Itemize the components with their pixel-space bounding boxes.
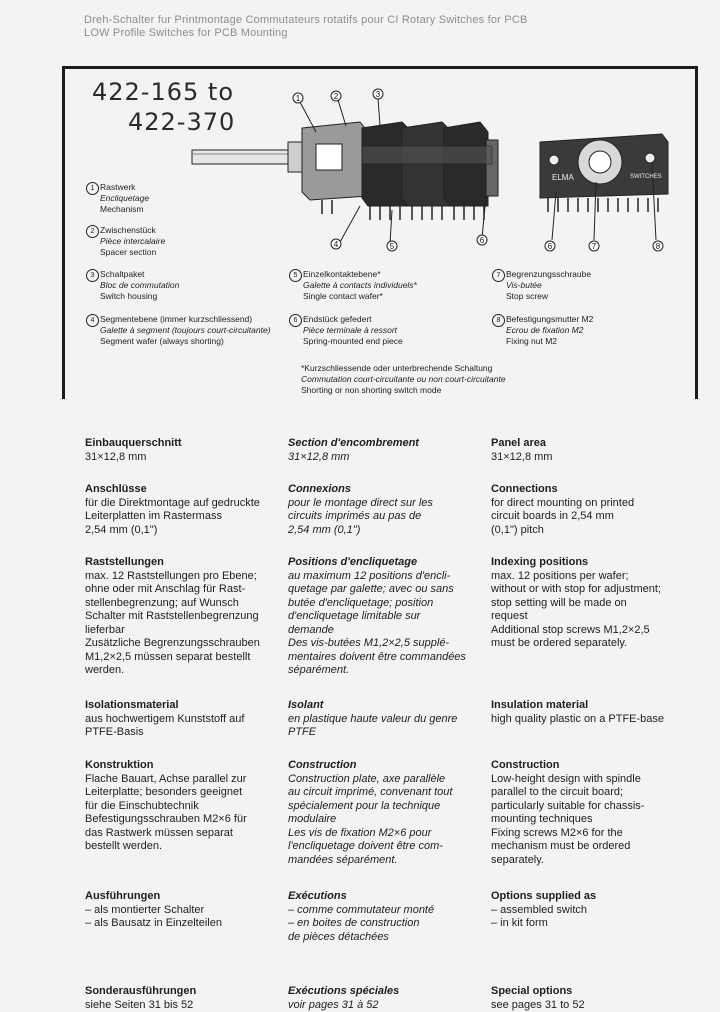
text-line: 1 [86,182,99,195]
text-line: mandées séparément. [288,853,398,866]
text-line: – als montierter Schalter [85,903,205,916]
text-line: modulaire [288,813,337,825]
spec-heading: Construction [288,759,357,771]
text-line: Spring-mounted end piece [303,336,403,346]
text-line: siehe Seiten 31 bis 52 [85,998,194,1011]
spec-section [288,985,486,1012]
text-line: bestellt werden. [85,840,163,852]
spec-heading: Isolationsmaterial [85,699,179,711]
text-line: Begrenzungsschraube [506,269,592,279]
spec-heading: Anschlüsse [85,483,147,495]
spec-section [491,985,689,1012]
text-line: circuit boards in 2,54 mm [491,510,614,522]
text-line: Endstück gefedert [303,314,372,324]
text-line: lieferbar [85,623,125,636]
text-line: separately. [491,853,544,866]
text-line: Construction plate, axe parallèle [288,772,446,785]
handwritten-note-1: 422-165 to [92,78,234,106]
text-line: 8 [492,314,505,327]
text-line: Bloc de commutation [100,280,180,290]
text-line: circuits imprimés au pas de [288,510,422,522]
spec-section [288,759,486,867]
text-line [303,269,503,302]
text-line: – als Bausatz in Einzelteilen [85,917,222,929]
text-line: see pages 31 to 52 [491,998,585,1011]
text-line: PTFE-Basis [85,726,144,738]
text-line: high quality plastic on a PTFE-base [491,712,665,725]
text-line: 5 [289,269,302,282]
text-line: Zwischenstück [100,225,156,235]
text-line: must be ordered separately. [491,637,628,649]
text-line: Pièce intercalaire [100,236,166,246]
spec-section [85,556,283,678]
text-line: Stop screw [506,291,549,301]
spec-heading: Einbauquerschnitt [85,437,182,449]
brand-logo: ELMA [552,173,574,182]
spec-heading: Positions d'encliquetage [288,556,418,568]
spec-heading: Konstruktion [85,759,154,771]
text-line: Fixing screws M2×6 for the [491,826,623,839]
callout-side-8: 8 [655,242,661,251]
page-header [84,14,528,40]
footnote: *Kurzschliessende oder unterbrechende Schaltung Commutation court-circuitante ou non court-circuitante Shorting or non shorting switch mode [301,363,506,395]
text-line: Schaltpaket [100,269,145,279]
text-line: without or with stop for adjustment; [491,583,661,595]
spec-heading: Connexions [288,483,351,495]
text-line: PTFE [288,726,317,738]
text-line: für die Einschubtechnik [85,799,199,812]
text-line: pour le montage direct sur les [288,496,433,509]
text-line: max. 12 positions per wafer; [491,569,629,582]
callout-1: 1 [295,94,301,103]
spec-section [85,483,283,537]
text-line: Vis-butée [506,280,542,290]
text-line: ohne oder mit Anschlag für Rast- [85,583,246,595]
text-line: Single contact wafer* [303,291,383,301]
callout-6: 6 [479,236,485,245]
text-line [100,182,300,215]
text-line: für die Direktmontage auf gedruckte [85,496,260,509]
text-line: 6 [289,314,302,327]
text-line: Low-height design with spindle [491,772,641,785]
text-line: mechanism must be ordered [491,840,631,852]
spec-section [491,556,689,651]
callout-2: 2 [333,92,339,101]
text-line: Leiterplatte; besonders geeignet [85,786,243,798]
text-line: mounting techniques [491,813,593,825]
text-line: M1,2×2,5 müssen separat bestellt [85,650,251,663]
text-line: Einzelkontaktebene* [303,269,381,279]
text-line: (0,1") pitch [491,523,544,536]
spec-section [288,483,486,537]
text-line: en plastique haute valeur du genre [288,712,458,725]
spec-section [85,890,283,931]
text-line: 7 [492,269,505,282]
header-line-1: Dreh-Schalter fur Printmontage Commutateurs rotatifs pour CI Rotary Switches for PCB [84,14,528,26]
spec-heading: Raststellungen [85,556,164,568]
spec-section [288,890,486,944]
spec-heading: Section d'encombrement [288,437,419,449]
text-line: Fixing nut M2 [506,336,558,346]
text-line: séparément. [288,664,350,676]
text-line: au maximum 12 positions d'encli- [288,569,451,582]
handwritten-note-2: 422-370 [128,108,236,136]
spec-section [85,699,283,740]
spec-heading: Isolant [288,699,324,711]
text-line: Befestigungsschrauben M2×6 für [85,813,247,825]
text-line: 2,54 mm (0,1") [288,523,361,536]
spec-section [491,437,689,464]
text-line: – comme commutateur monté [288,903,435,916]
spec-heading: Exécutions spéciales [288,985,400,997]
text-line: d'encliquetage limitable sur [288,610,421,622]
text-line: Galette à contacts individuels* [303,280,417,290]
spec-section [85,759,283,854]
text-line: Des vis-butées M1,2×2,5 supplé- [288,637,450,649]
text-line: Ecrou de fixation M2 [506,325,584,335]
text-line: stop setting will be made on [491,596,627,609]
text-line: particularly suitable for chassis- [491,799,645,812]
header-line-2: LOW Profile Switches for PCB Mounting [84,27,288,39]
text-line [506,269,706,302]
text-line: 3 [86,269,99,282]
spec-section [288,699,486,740]
text-line: spécialement pour la technique [288,799,441,812]
text-line: 4 [86,314,99,327]
callout-side-7: 7 [591,242,597,251]
spec-heading: Construction [491,759,560,771]
text-line: parallel to the circuit board; [491,786,624,798]
text-line: 2,54 mm (0,1") [85,523,158,536]
spec-section [288,556,486,678]
spec-section [491,759,689,867]
callouts-side [545,241,663,251]
callout-5: 5 [389,242,395,251]
callout-side-6: 6 [547,242,553,251]
text-line: request [491,610,528,622]
text-line: de pièces détachées [288,930,389,943]
text-line: Flache Bauart, Achse parallel zur [85,772,247,785]
text-line: Encliquetage [100,193,150,203]
text-line: butée d'encliquetage; position [288,596,434,609]
text-line [100,225,300,258]
text-line: 31×12,8 mm [491,450,553,463]
spec-heading: Exécutions [288,890,347,902]
text-line: Galette à segment (toujours court-circuitante) [100,325,271,335]
text-line: Les vis de fixation M2×6 pour [288,826,432,839]
text-line: quetage par galette; avec ou sans [288,583,454,595]
spec-heading: Ausführungen [85,890,161,902]
text-line: voir pages 31 à 52 [288,998,379,1011]
text-line: Switch housing [100,291,158,301]
text-line [100,314,300,347]
text-line: – in kit form [491,917,548,929]
text-line: mentaires doivent être commandées [288,650,466,663]
spec-heading: Connections [491,483,558,495]
text-line: Spacer section [100,247,157,257]
text-line: aus hochwertigem Kunststoff auf [85,712,245,725]
brand-label: SWITCHES [630,174,662,180]
text-line: Segment wafer (always shorting) [100,336,224,346]
text-line: 2 [86,225,99,238]
side-view-drawing [534,128,674,254]
text-line: demande [288,623,334,636]
callout-3: 3 [375,90,381,99]
spec-heading: Sonderausführungen [85,985,197,997]
spec-section [85,437,283,464]
text-line: Leiterplatten im Rastermass [85,510,222,522]
text-line [303,314,503,347]
text-line: stellenbegrenzung; auf Wunsch [85,596,239,609]
text-line: Pièce terminale à ressort [303,325,398,335]
text-line: das Rastwerk müssen separat [85,826,233,839]
spec-heading: Special options [491,985,573,997]
shaft [192,150,292,164]
text-line: l'encliquetage doivent être com- [288,840,443,852]
spec-section [288,437,486,464]
text-line [506,314,706,347]
spec-heading: Insulation material [491,699,589,711]
spec-heading: Options supplied as [491,890,597,902]
text-line: Additional stop screws M1,2×2,5 [491,623,650,636]
text-line: Mechanism [100,204,144,214]
spec-section [491,890,689,931]
text-line: for direct mounting on printed [491,496,635,509]
text-line: Befestigungsmutter M2 [506,314,594,324]
text-line: 31×12,8 mm [85,450,147,463]
text-line: max. 12 Raststellungen pro Ebene; [85,569,257,582]
spec-section [491,483,689,537]
text-line: Segmentebene (immer kurzschliessend) [100,314,253,324]
callout-4: 4 [333,240,339,249]
spec-heading: Indexing positions [491,556,589,568]
text-line: – en boites de construction [288,917,420,929]
spec-heading: Panel area [491,437,547,449]
text-line: Zusätzliche Begrenzungsschrauben [85,637,260,649]
text-line: Rastwerk [100,182,136,192]
text-line: 31×12,8 mm [288,450,350,463]
text-line: au circuit imprimé, convenant tout [288,786,453,798]
spec-section [491,699,689,726]
text-line: – assembled switch [491,903,587,916]
text-line: werden. [85,664,125,676]
text-line: Schalter mit Raststellenbegrenzung [85,610,259,622]
text-line [100,269,300,302]
spec-section [85,985,283,1012]
